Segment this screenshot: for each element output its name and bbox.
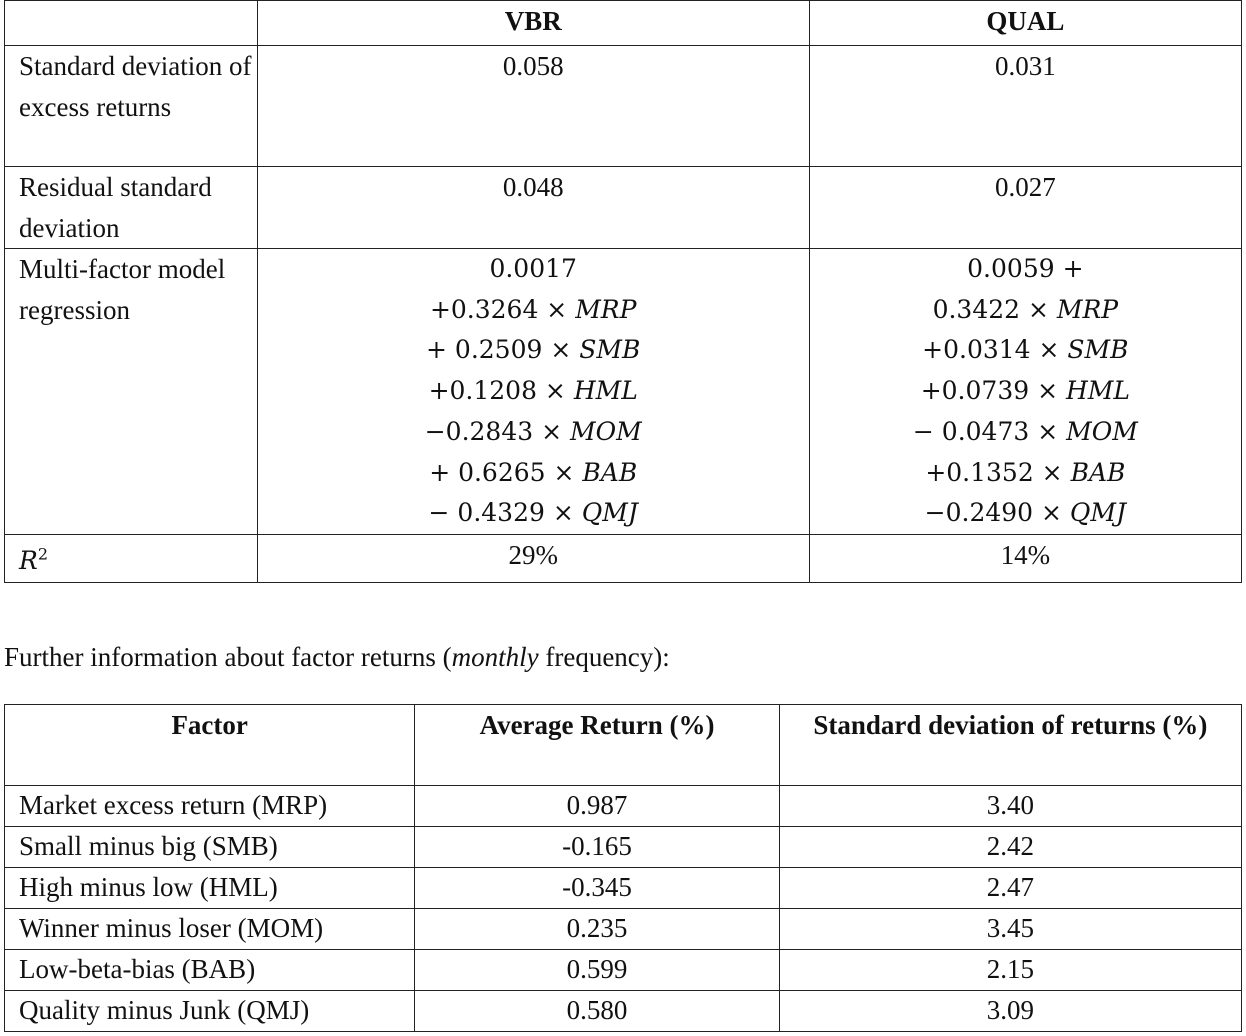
std-dev-vbr: 0.058 bbox=[257, 46, 809, 167]
residual-qual: 0.027 bbox=[809, 167, 1241, 249]
header-empty bbox=[5, 1, 258, 46]
factor-name: Small minus big (SMB) bbox=[5, 827, 415, 868]
row-std-dev bbox=[5, 46, 1242, 167]
table-row bbox=[5, 991, 1242, 1032]
factor-name: Winner minus loser (MOM) bbox=[5, 909, 415, 950]
factor-average-return: -0.165 bbox=[415, 827, 779, 868]
equation-line: − 0.0473 × MOM bbox=[912, 416, 1138, 446]
factor-name: Quality minus Junk (QMJ) bbox=[5, 991, 415, 1032]
equation-line: 0.0017 bbox=[489, 254, 577, 283]
table-row bbox=[5, 950, 1242, 991]
factor-std-dev: 3.09 bbox=[779, 991, 1241, 1032]
table-row bbox=[5, 827, 1242, 868]
factor-std-dev: 2.47 bbox=[779, 868, 1241, 909]
row-residual-std bbox=[5, 167, 1242, 249]
factor-average-return: -0.345 bbox=[415, 868, 779, 909]
factor-average-return: 0.599 bbox=[415, 950, 779, 991]
equation-line: 0.0059 + bbox=[967, 254, 1084, 283]
header-average-return: Average Return (%) bbox=[415, 705, 779, 786]
multifactor-vbr bbox=[257, 249, 809, 535]
residual-vbr: 0.048 bbox=[257, 167, 809, 249]
equation-line: +0.0314 × SMB bbox=[922, 335, 1129, 365]
table-row bbox=[5, 786, 1242, 827]
factor-average-return: 0.987 bbox=[415, 786, 779, 827]
equation-line: +0.0739 × HML bbox=[920, 376, 1130, 406]
r-squared-vbr: 29% bbox=[257, 534, 809, 582]
factor-std-dev: 3.40 bbox=[779, 786, 1241, 827]
row-multifactor bbox=[5, 249, 1242, 535]
r-squared-qual: 14% bbox=[809, 534, 1241, 582]
std-dev-label: Standard deviation of excess returns bbox=[5, 46, 258, 167]
equation-line: +0.3264 × MRP bbox=[429, 294, 637, 324]
regression-header-row bbox=[5, 1, 1242, 46]
equation-line: −0.2843 × MOM bbox=[424, 416, 642, 446]
residual-label: Residual standard deviation bbox=[5, 167, 258, 249]
header-std-dev-returns: Standard deviation of returns (%) bbox=[779, 705, 1241, 786]
table-row bbox=[5, 909, 1242, 950]
header-qual: QUAL bbox=[809, 1, 1241, 46]
factor-header-row bbox=[5, 705, 1242, 786]
equation-line: − 0.4329 × QMJ bbox=[428, 498, 638, 528]
factor-name: Market excess return (MRP) bbox=[5, 786, 415, 827]
factor-std-dev: 2.42 bbox=[779, 827, 1241, 868]
row-r-squared bbox=[5, 534, 1242, 582]
factor-name: Low-beta-bias (BAB) bbox=[5, 950, 415, 991]
regression-table bbox=[4, 0, 1242, 583]
table-row bbox=[5, 868, 1242, 909]
equation-line: +0.1208 × HML bbox=[428, 376, 638, 406]
factor-std-dev: 2.15 bbox=[779, 950, 1241, 991]
equation-line: + 0.6265 × BAB bbox=[429, 457, 638, 487]
multifactor-label: Multi-factor model regression bbox=[5, 249, 258, 535]
factor-std-dev: 3.45 bbox=[779, 909, 1241, 950]
equation-line: −0.2490 × QMJ bbox=[924, 498, 1127, 528]
multifactor-qual bbox=[809, 249, 1241, 535]
header-vbr: VBR bbox=[257, 1, 809, 46]
factor-returns-caption: Further information about factor returns (monthly frequency): bbox=[4, 642, 670, 672]
equation-line: +0.1352 × BAB bbox=[925, 457, 1126, 487]
equation-line: 0.3422 × MRP bbox=[932, 294, 1119, 324]
factor-returns-table bbox=[4, 704, 1242, 1032]
r-squared-label: $R^2$ bbox=[5, 534, 258, 582]
factor-average-return: 0.235 bbox=[415, 909, 779, 950]
equation-line: + 0.2509 × SMB bbox=[426, 335, 641, 365]
factor-average-return: 0.580 bbox=[415, 991, 779, 1032]
factor-name: High minus low (HML) bbox=[5, 868, 415, 909]
header-factor: Factor bbox=[5, 705, 415, 786]
std-dev-qual: 0.031 bbox=[809, 46, 1241, 167]
